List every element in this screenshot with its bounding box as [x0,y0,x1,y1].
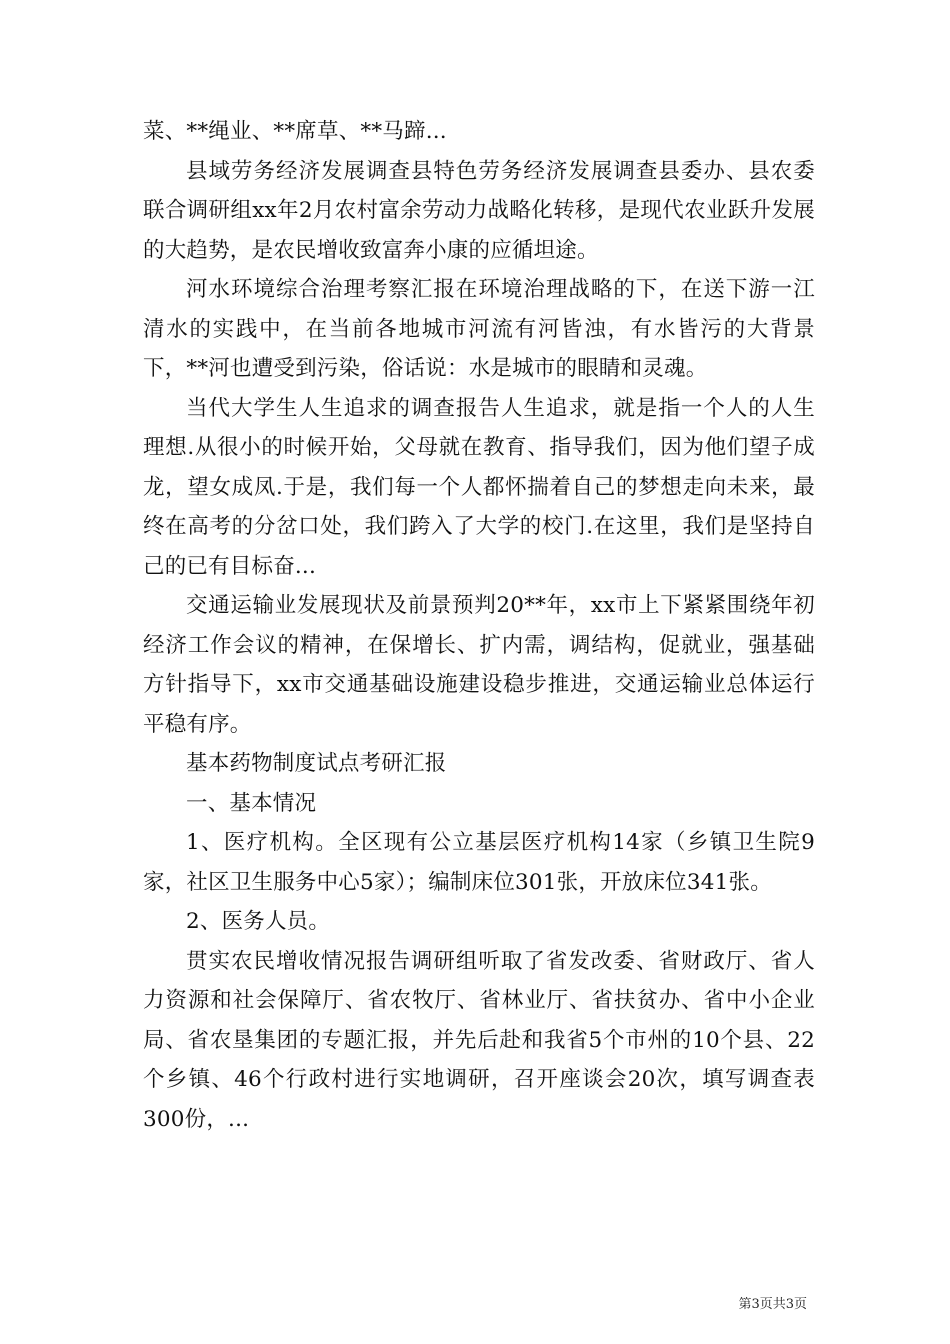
paragraph: 2、医务人员。 [186,909,331,934]
paragraph: 河水环境综合治理考察汇报在环境治理战略的下，在送下游一江清水的实践中，在当前各地城市河流有河皆浊，有水皆污的大背景下，**河也遭受到污染，俗话说：水是城市的眼睛和灵魂。 [143,277,815,381]
page-number: 第3页共3页 [738,1297,807,1312]
paragraph: 交通运输业发展现状及前景预判20**年，xx市上下紧紧围绕年初经济工作会议的精神，在保增长、扩内需，调结构，促就业，强基础方针指导下，xx市交通基础设施建设稳步推进，交通运输业总体运行平稳有序。 [143,593,815,737]
paragraph: 1、医疗机构。全区现有公立基层医疗机构14家（乡镇卫生院9家，社区卫生服务中心5家）；编制床位301张，开放床位341张。 [143,830,815,895]
paragraph: 当代大学生人生追求的调查报告人生追求，就是指一个人的人生理想.从很小的时候开始，父母就在教育、指导我们，因为他们望子成龙，望女成凤.于是，我们每一个人都怀揣着自己的梦想走向未来，最终在高考的分岔口处，我们跨入了大学的校门.在这里，我们是坚持自己的已有目标奋... [143,395,815,579]
document-body [143,112,815,1139]
section-heading: 一、基本情况 [186,790,317,816]
paragraph: 县域劳务经济发展调查县特色劳务经济发展调查县委办、县农委联合调研组xx年2月农村富余劳动力战略化转移，是现代农业跃升发展的大趋势，是农民增收致富奔小康的应循坦途。 [143,158,815,263]
paragraph: 贯实农民增收情况报告调研组听取了省发改委、省财政厅、省人力资源和社会保障厅、省农牧厅、省林业厅、省扶贫办、省中小企业局、省农垦集团的专题汇报，并先后赴和我省5个市州的10个县、22个乡镇、46个行政村进行实地调研，召开座谈会20次，填写调查表300份，... [143,948,815,1132]
paragraph: 菜、**绳业、**席草、**马蹄... [143,119,447,144]
section-title: 基本药物制度试点考研汇报 [186,751,447,776]
